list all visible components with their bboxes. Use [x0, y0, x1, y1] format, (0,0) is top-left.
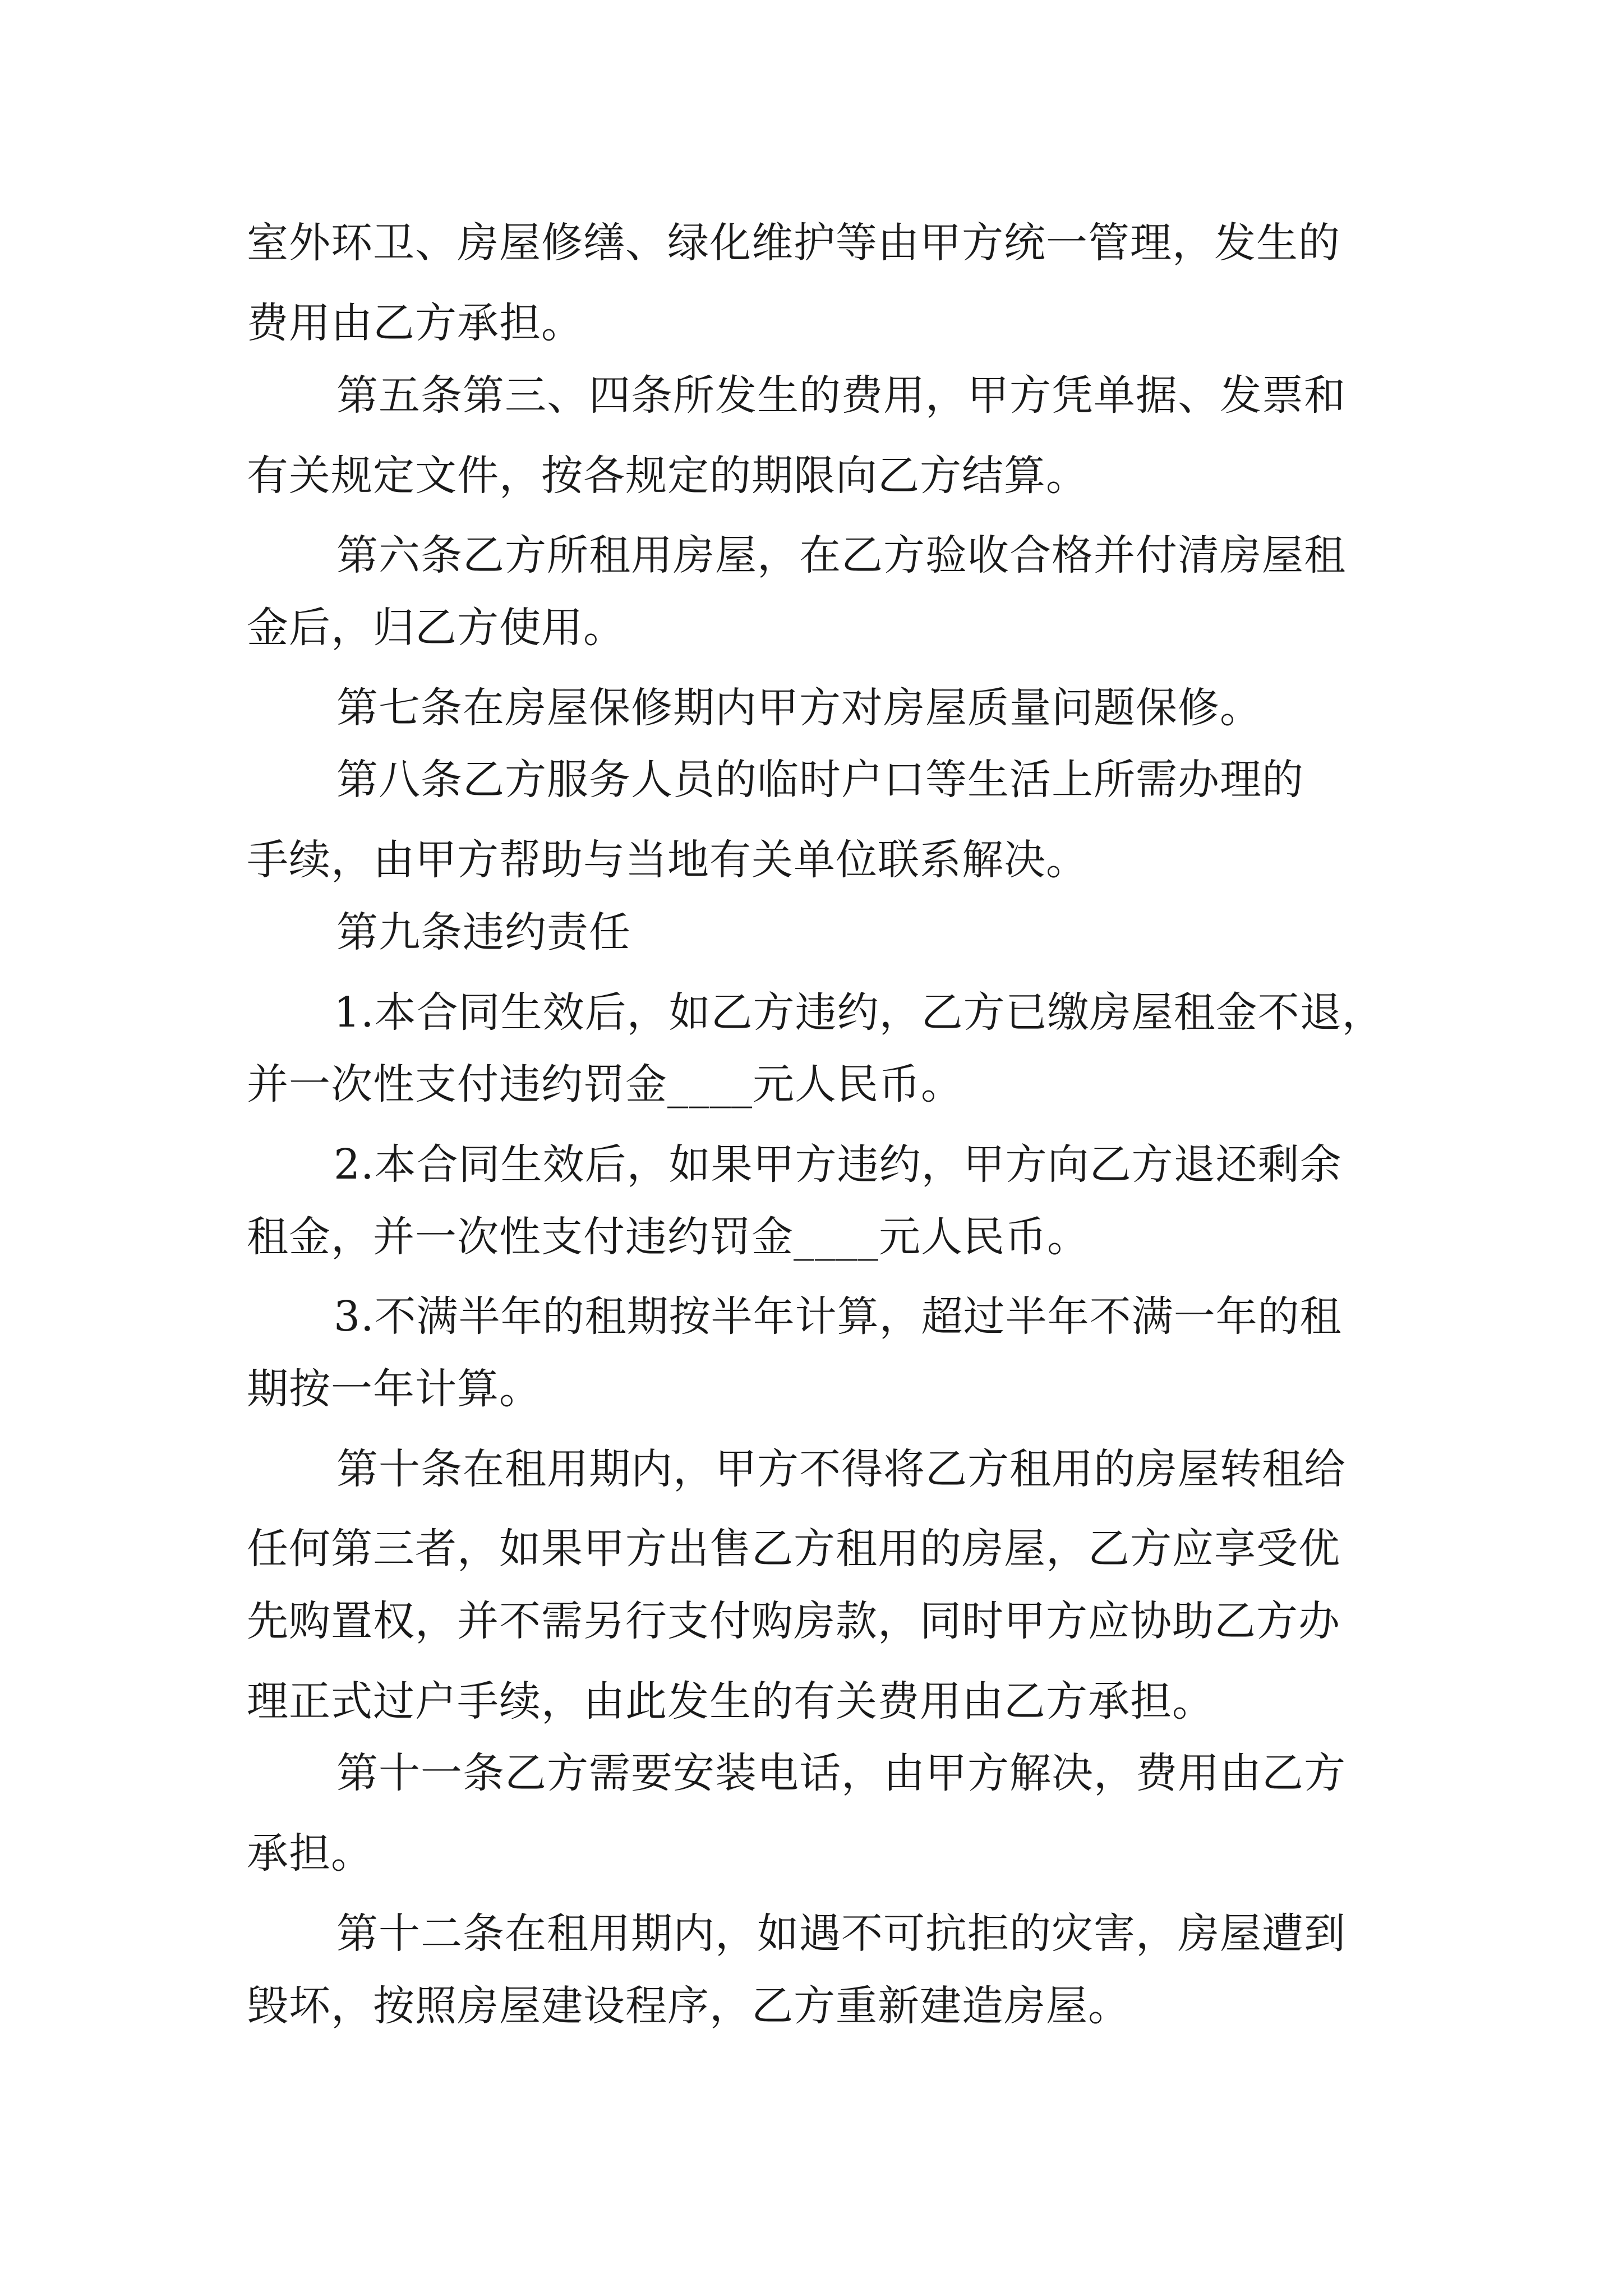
paragraph-line: 租金，并一次性支付违约罚金____元人民币。: [247, 1213, 1089, 1261]
paragraph-line: 理正式过户手续，由此发生的有关费用由乙方承担。: [247, 1677, 1214, 1726]
paragraph-line: 金后，归乙方使用。: [247, 604, 625, 652]
paragraph-line: 先购置权，并不需另行支付购房款，同时甲方应协助乙方办: [247, 1597, 1340, 1645]
paragraph-line: 期按一年计算。: [247, 1365, 541, 1413]
paragraph-line: 任何第三者，如果甲方出售乙方租用的房屋，乙方应享受优: [247, 1525, 1340, 1573]
paragraph-line: 费用由乙方承担。: [247, 299, 583, 347]
paragraph-line: 手续，由甲方帮助与当地有关单位联系解决。: [247, 836, 1088, 884]
article-7-line: 第七条在房屋保修期内甲方对房屋质量问题保修。: [336, 684, 1262, 732]
clause-1-line: 1.本合同生效后，如乙方违约，乙方已缴房屋租金不退，: [334, 988, 1384, 1037]
paragraph-line: 并一次性支付违约罚金____元人民币。: [247, 1060, 963, 1108]
paragraph-line: 承担。: [247, 1829, 373, 1878]
article-9-heading: 第九条违约责任: [336, 908, 631, 956]
clause-2-line: 2.本合同生效后，如果甲方违约，甲方向乙方退还剩余: [334, 1140, 1342, 1189]
article-5-line: 第五条第三、四条所发生的费用，甲方凭单据、发票和: [336, 371, 1346, 420]
article-11-line: 第十一条乙方需要安装电话，由甲方解决，费用由乙方: [336, 1749, 1346, 1797]
article-6-line: 第六条乙方所租用房屋，在乙方验收合格并付清房屋租: [336, 531, 1346, 579]
paragraph-line: 室外环卫、房屋修缮、绿化维护等由甲方统一管理，发生的: [247, 219, 1340, 267]
article-8-line: 第八条乙方服务人员的临时户口等生活上所需办理的: [336, 756, 1304, 804]
clause-3-line: 3.不满半年的租期按半年计算，超过半年不满一年的租: [334, 1292, 1342, 1341]
article-12-line: 第十二条在租用期内，如遇不可抗拒的灾害，房屋遭到: [336, 1910, 1346, 1958]
paragraph-line: 有关规定文件，按各规定的期限向乙方结算。: [247, 452, 1088, 500]
paragraph-line: 毁坏，按照房屋建设程序，乙方重新建造房屋。: [247, 1982, 1130, 2030]
article-10-line: 第十条在租用期内，甲方不得将乙方租用的房屋转租给: [336, 1445, 1346, 1493]
